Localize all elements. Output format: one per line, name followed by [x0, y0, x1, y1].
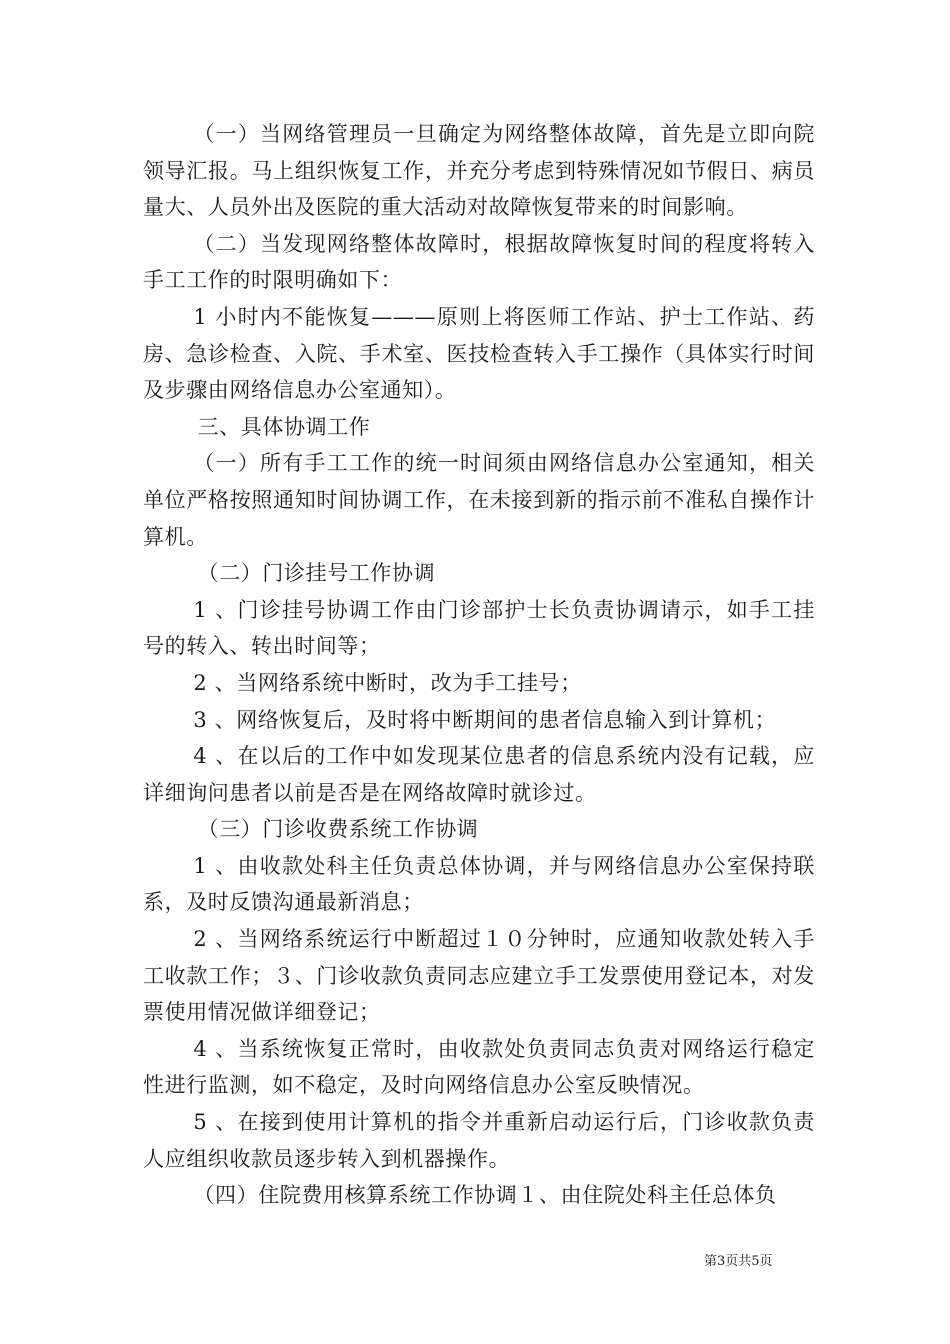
paragraph: 4 、当系统恢复正常时，由收款处负责同志负责对网络运行稳定性进行监测，如不稳定，及时向网络信息办公室反映情况。 [143, 1036, 815, 1098]
paragraph: （一）所有手工工作的统一时间须由网络信息办公室通知，相关单位严格按照通知时间协调工作，在未接到新的指示前不准私自操作计算机。 [143, 451, 815, 549]
paragraph: （二）当发现网络整体故障时，根据故障恢复时间的程度将转入手工工作的时限明确如下： [143, 231, 815, 293]
paragraph: （四）住院费用核算系统工作协调１、由住院处科主任总体负 [193, 1183, 777, 1208]
paragraph: 1 、门诊挂号协调工作由门诊部护士长负责协调请示，如手工挂号的转入、转出时间等； [143, 597, 815, 659]
paragraph: （一）当网络管理员一旦确定为网络整体故障，首先是立即向院领导汇报。马上组织恢复工作，并充分考虑到特殊情况如节假日、病员量大、人员外出及医院的重大活动对故障恢复带来的时间影响。 [143, 122, 815, 220]
paragraph: 3 、网络恢复后，及时将中断期间的患者信息输入到计算机； [193, 707, 777, 732]
paragraph: 1 小时内不能恢复———原则上将医师工作站、护士工作站、药房、急诊检查、入院、手术室、医技检查转入手工操作（具体实行时间及步骤由网络信息办公室通知）。 [143, 304, 815, 403]
subsection-heading: （二）门诊挂号工作协调 [197, 561, 436, 586]
paragraph: 1 、由收款处科主任负责总体协调，并与网络信息办公室保持联系，及时反馈沟通最新消息； [143, 853, 815, 915]
section-heading: 三、具体协调工作 [197, 414, 371, 439]
paragraph: 2 、当网络系统中断时，改为手工挂号； [193, 670, 582, 695]
subsection-heading: （三）门诊收费系统工作协调 [197, 817, 479, 842]
page-number-footer: 第3页共5页 [704, 1254, 773, 1269]
paragraph: 2 、当网络系统运行中断超过１０分钟时，应通知收款处转入手工收款工作；３、门诊收款负责同志应建立手工发票使用登记本，对发票使用情况做详细登记； [143, 927, 815, 1025]
paragraph: 4 、在以后的工作中如发现某位患者的信息系统内没有记载，应详细询问患者以前是否是在网络故障时就诊过。 [143, 744, 815, 805]
paragraph: 5 、在接到使用计算机的指令并重新启动运行后，门诊收款负责人应组织收款员逐步转入到机器操作。 [143, 1110, 815, 1171]
document-body [143, 116, 815, 1214]
